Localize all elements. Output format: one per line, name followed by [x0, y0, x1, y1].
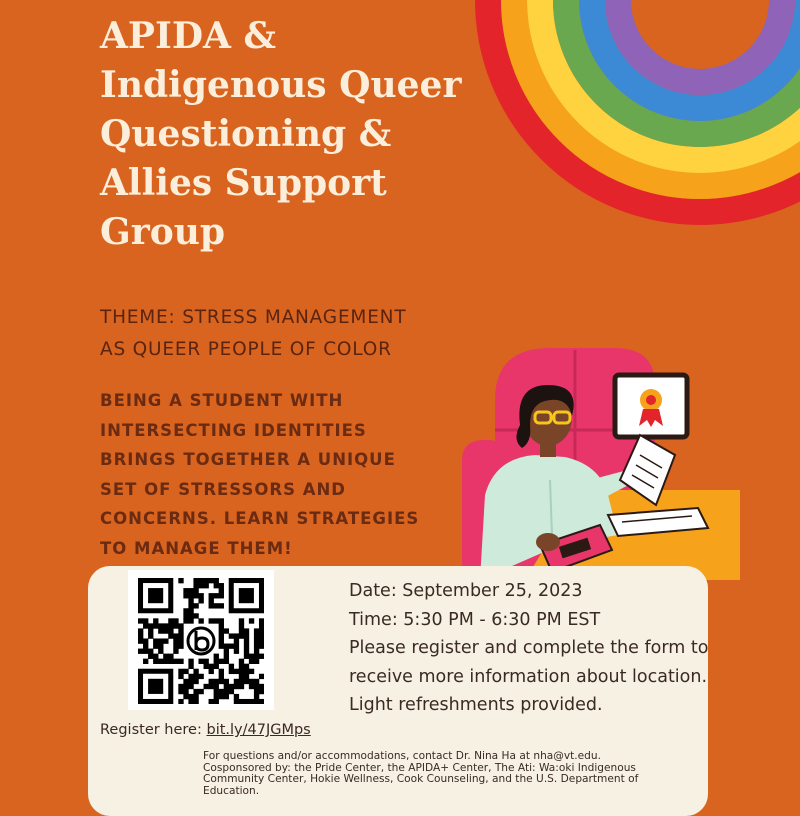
event-date: Date: September 25, 2023 — [349, 581, 583, 601]
description-line: TO MANAGE THEM! — [100, 538, 293, 558]
register-link[interactable]: bit.ly/47JGMps — [206, 722, 311, 738]
title-line: APIDA & — [100, 15, 277, 57]
theme-line: AS QUEER PEOPLE OF COLOR — [100, 339, 392, 360]
register-label: Register here: — [100, 722, 202, 738]
qr-code-icon — [138, 578, 264, 704]
footer-line: Cosponsored by: the Pride Center, the APIDA+ Center, The Ati: Wa:oki Indigenous — [203, 761, 636, 774]
description-line: SET OF STRESSORS AND — [100, 479, 346, 499]
theme-line: THEME: STRESS MANAGEMENT — [100, 307, 407, 328]
person-at-desk-illustration — [440, 330, 740, 580]
description-line: INTERSECTING IDENTITIES — [100, 420, 367, 440]
title-line: Allies Support — [100, 162, 387, 204]
description-line: BRINGS TOGETHER A UNIQUE — [100, 450, 396, 469]
registration-qr-code[interactable] — [128, 570, 274, 710]
description-line: BEING A STUDENT WITH — [100, 391, 344, 410]
details-line: receive more information about location. — [349, 666, 708, 687]
event-title — [100, 12, 520, 257]
title-line: Indigenous Queer — [100, 64, 462, 106]
rainbow-graphic — [470, 0, 800, 230]
theme-text — [100, 302, 406, 366]
title-line: Questioning & — [100, 113, 392, 155]
event-time: Time: 5:30 PM - 6:30 PM EST — [349, 609, 601, 630]
event-details — [349, 577, 708, 720]
refreshments-note: Light refreshments provided. — [349, 695, 603, 716]
footer-line: For questions and/or accommodations, contact Dr. Nina Ha at nha@vt.edu. — [203, 750, 601, 762]
register-line — [100, 722, 311, 738]
description-text — [100, 386, 419, 563]
footer-line: Education. — [203, 784, 260, 797]
footer-text — [203, 751, 638, 797]
title-line: Group — [100, 211, 226, 253]
description-line: CONCERNS. LEARN STRATEGIES — [100, 509, 420, 528]
footer-line: Community Center, Hokie Wellness, Cook Counseling, and the U.S. Department of — [203, 773, 639, 785]
details-line: Please register and complete the form to — [349, 638, 709, 659]
